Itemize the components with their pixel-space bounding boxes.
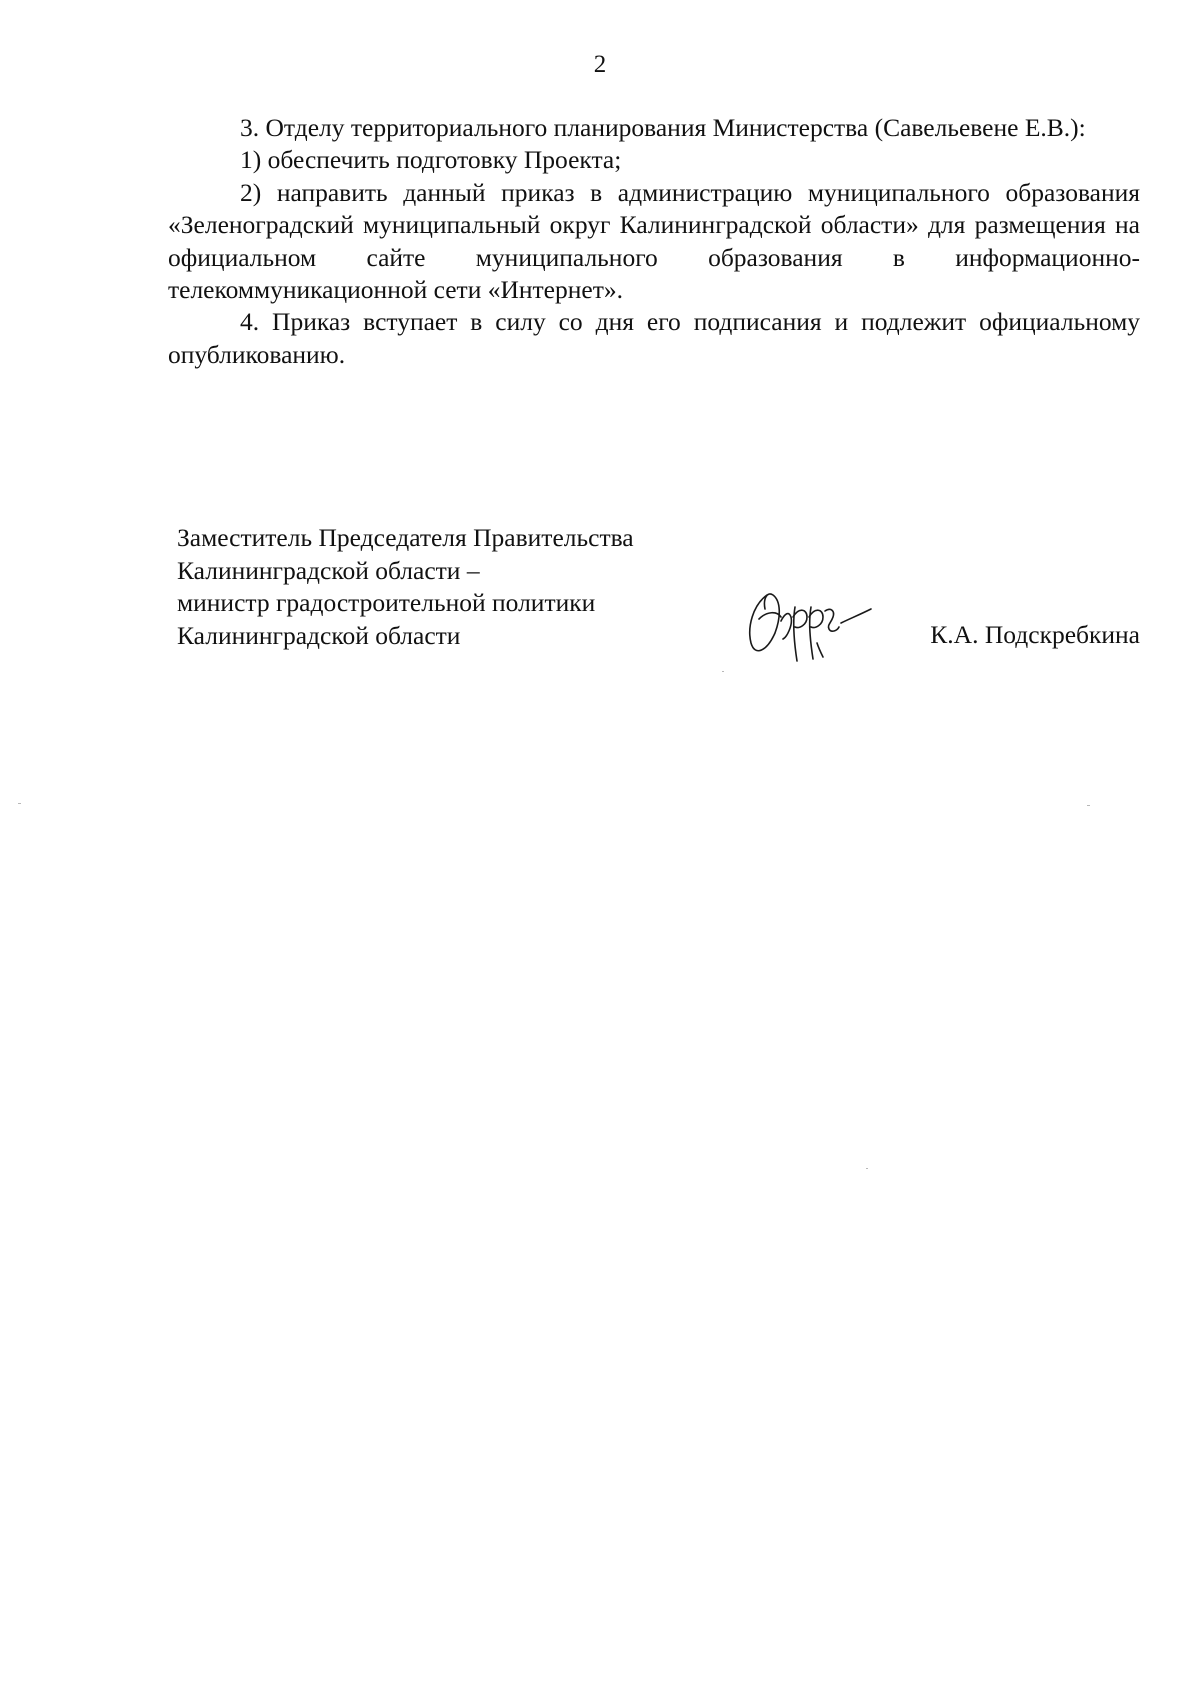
handwritten-signature xyxy=(737,577,887,667)
paragraph-subitem-1: 1) обеспечить подготовку Проекта; xyxy=(240,145,622,175)
signer-name: К.А. Подскребкина xyxy=(930,620,1140,649)
signer-title-line: министр градостроительной политики xyxy=(177,588,596,617)
signer-title-line: Заместитель Председателя Правительства xyxy=(177,523,634,552)
paragraph-subitem-2: 2) направить данный приказ в администрацию муниципального образования «Зеленоградский муниципальный округ Калининградской области» для размещения на официальном сайте муниципального образования в информационно-телекоммуникационной сети «Интернет». xyxy=(168,177,1140,305)
signer-title-line: Калининградской области xyxy=(177,620,461,650)
signature-block xyxy=(177,522,1140,672)
scan-artifact xyxy=(722,671,724,672)
document-body xyxy=(168,112,1140,371)
scan-artifact xyxy=(866,1168,868,1169)
signer-title xyxy=(177,522,634,652)
signer-title-line: Калининградской области – xyxy=(177,555,480,585)
paragraph-item-3: 3. Отделу территориального планирования Министерства (Савельевене Е.В.): xyxy=(240,113,1086,142)
scan-artifact xyxy=(1087,805,1090,806)
scan-artifact xyxy=(18,803,21,804)
paragraph-item-4: 4. Приказ вступает в силу со дня его подписания и подлежит официальному опубликованию. xyxy=(168,307,1140,369)
page-number: 2 xyxy=(593,51,607,78)
